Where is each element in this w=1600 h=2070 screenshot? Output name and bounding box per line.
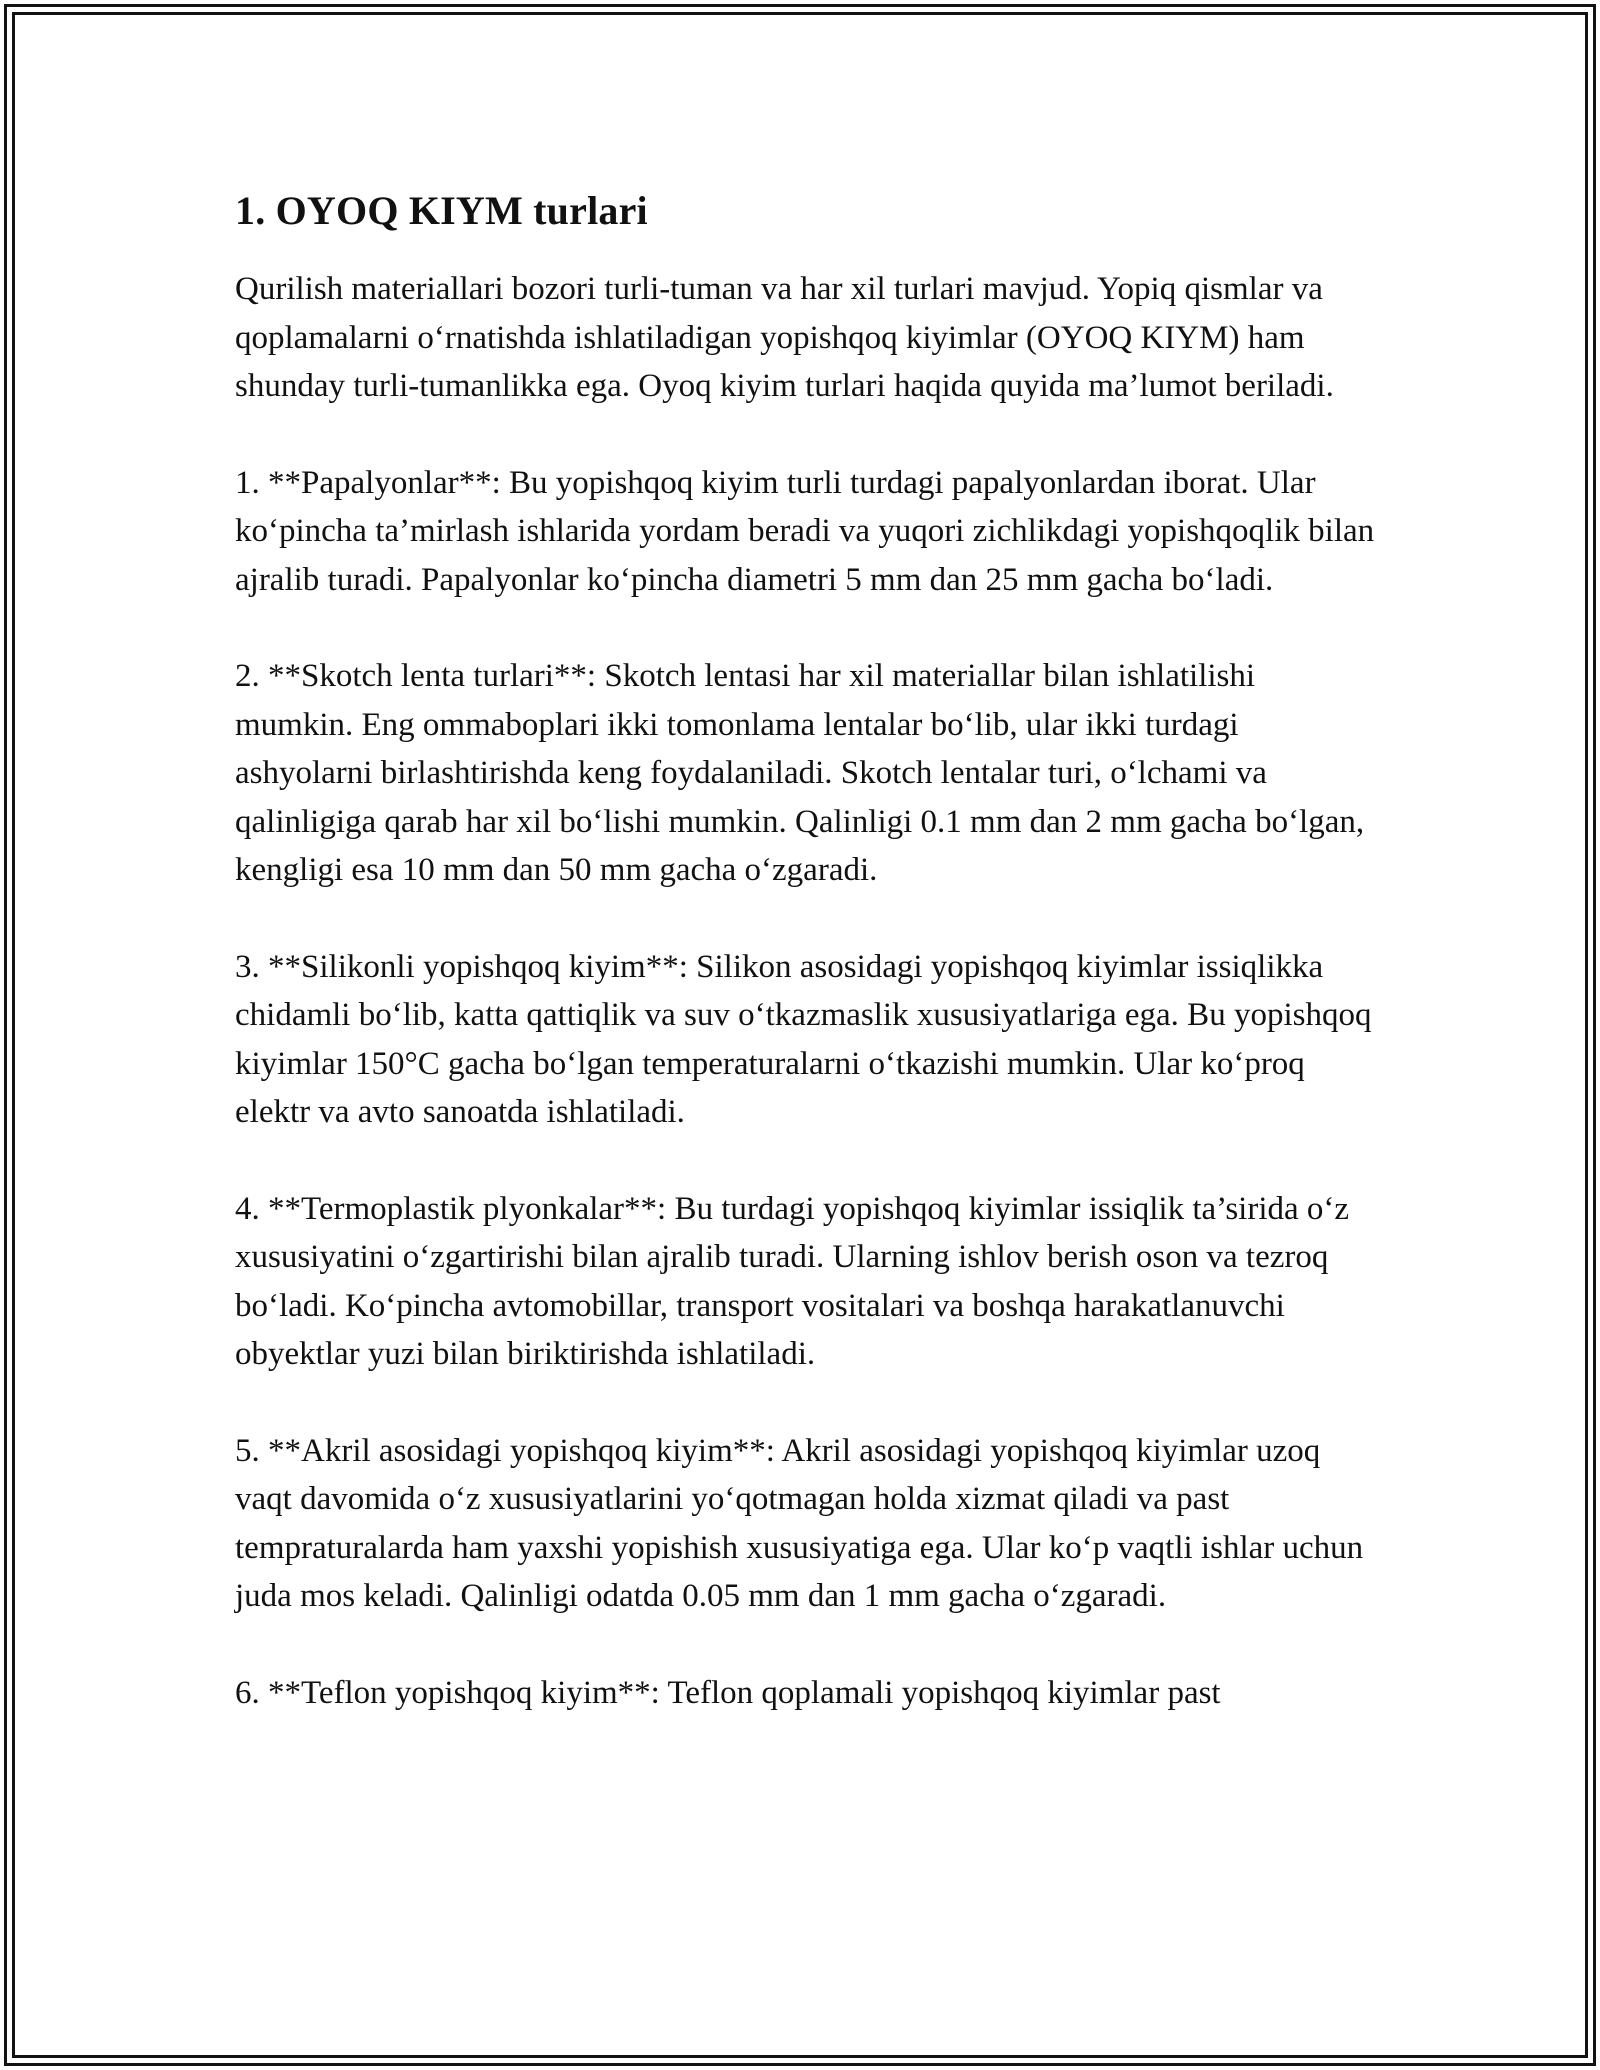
list-item-akril: 5. **Akril asosidagi yopishqoq kiyim**: Akril asosidagi yopishqoq kiyimlar uzoq vaqt davomida o‘z xususiyatlarini yo‘qotmagan holda xizmat qiladi va past tempraturalarda ham yaxshi yopishish xususiyatiga ega. Ular ko‘p vaqtli ishlar uchun juda mos keladi. Qalinligi odatda 0.05 mm dan 1 mm gacha o‘zgaradi. xyxy=(235,1432,1364,1614)
list-item-skotch-lenta: 2. **Skotch lenta turlari**: Skotch lentasi har xil materiallar bilan ishlatilishi mumkin. Eng ommaboplari ikki tomonlama lentalar bo‘lib, ular ikki turdagi ashyolarni birlashtirishda keng foydalaniladi. Skotch lentalar turi, o‘lchami va qalinligiga qarab har xil bo‘lishi mumkin. Qalinligi 0.1 mm dan 2 mm gacha bo‘lgan, kengligi esa 10 mm dan 50 mm gacha o‘zgaradi. xyxy=(235,658,1365,888)
list-item-termoplastik: 4. **Termoplastik plyonkalar**: Bu turdagi yopishqoq kiyimlar issiqlik ta’sirida o‘z xususiyatini o‘zgartirishi bilan ajralib turadi. Ularning ishlov berish oson va tezroq bo‘ladi. Ko‘pincha avtomobillar, transport vositalari va boshqa harakatlanuvchi obyektlar yuzi bilan biriktirishda ishlatiladi. xyxy=(235,1190,1350,1372)
list-item-silikonli: 3. **Silikonli yopishqoq kiyim**: Silikon asosidagi yopishqoq kiyimlar issiqlikka chidamli bo‘lib, katta qattiqlik va suv o‘tkazmaslik xususiyatlariga ega. Bu yopishqoq kiyimlar 150°C gacha bo‘lgan temperaturalarni o‘tkazishi mumkin. Ular ko‘proq elektr va avto sanoatda ishlatiladi. xyxy=(235,948,1372,1130)
list-item-teflon: 6. **Teflon yopishqoq kiyim**: Teflon qoplamali yopishqoq kiyimlar past xyxy=(235,1674,1221,1711)
intro-paragraph: Qurilish materiallari bozori turli-tuman va har xil turlari mavjud. Yopiq qismlar va qoplamalarni o‘rnatishda ishlatiladigan yopishqoq kiyimlar (OYOQ KIYM) ham shunday turli-tumanlikka ega. Oyoq kiyim turlari haqida quyida ma’lumot beriladi. xyxy=(235,271,1334,404)
document-page xyxy=(235,185,1375,1765)
document-title: 1. OYOQ KIYM turlari xyxy=(235,188,648,233)
list-item-papalyonlar: 1. **Papalyonlar**: Bu yopishqoq kiyim turli turdagi papalyonlardan iborat. Ular ko‘pincha ta’mirlash ishlarida yordam beradi va yuqori zichlikdagi yopishqoqlik bilan ajralib turadi. Papalyonlar ko‘pincha diametri 5 mm dan 25 mm gacha bo‘ladi. xyxy=(235,464,1375,598)
